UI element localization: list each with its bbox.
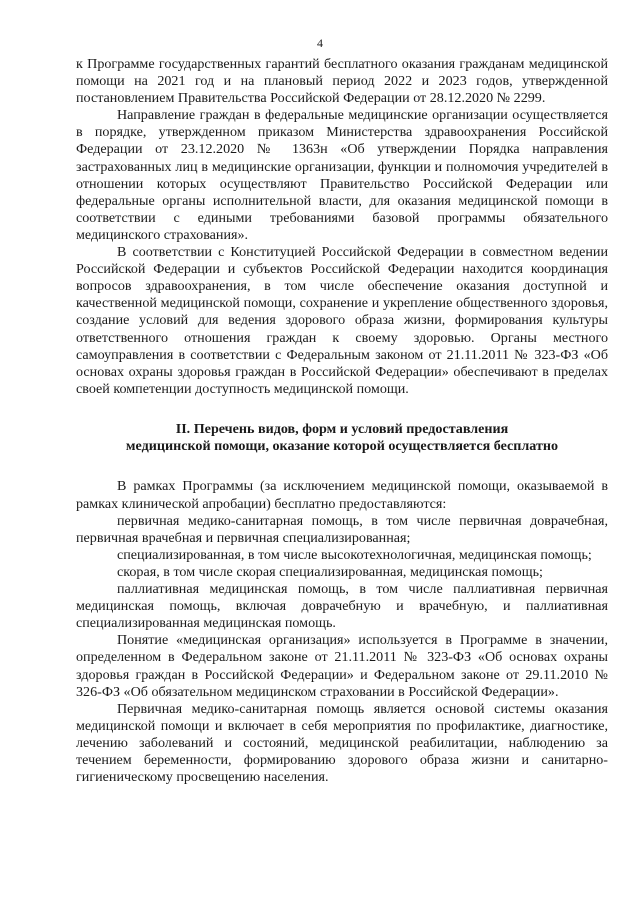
paragraph-continuation: к Программе государственных гарантий бесплатного оказания гражданам медицинской помощи на 2021 год и на плановый период 2022 и 2023 годов, утвержденной постановлением Правительства Российской Федерации от 28.12.2020 № 2299. [76,56,608,107]
list-item-emergency-care: скорая, в том числе скорая специализированная, медицинская помощь; [117,563,543,580]
list-item-palliative-care: паллиативная медицинская помощь, в том числе паллиативная первичная медицинская помощь, включая доврачебную и врачебную, и паллиативная специализированная медицинская помощь. [76,581,608,632]
document-body [76,56,608,786]
section-heading-line-1: II. Перечень видов, форм и условий предоставления [175,420,509,437]
paragraph-constitution: В соответствии с Конституцией Российской Федерации в совместном ведении Российской Федерации и субъектов Российской Федерации находится координация вопросов здравоохранения, в том числе обеспечение оказания доступной и качественной медицинской помощи, сохранение и укрепление общественного здоровья, создание условий для ведения здорового образа жизни, формирования культуры ответственного отношения граждан к своему здоровью. Органы местного самоуправления в соответствии с Федеральным законом от 21.11.2011 № 323-ФЗ «Об основах охраны здоровья граждан в Российской Федерации» обеспечивают в пределах своей компетенции доступность медицинской помощи. [76,244,608,397]
list-item-specialized-care: специализированная, в том числе высокотехнологичная, медицинская помощь; [117,546,592,563]
paragraph-medical-organization: Понятие «медицинская организация» используется в Программе в значении, определенном в Федеральном законе от 21.11.2011 № 323-ФЗ «Об основах охраны здоровья граждан в Российской Федерации» и Федеральном законе от 29.11.2010 № 326-ФЗ «Об обязательном медицинском страховании в Российской Федерации». [76,632,608,700]
paragraph-referral: Направление граждан в федеральные медицинские организации осуществляется в порядке, утвержденном приказом Министерства здравоохранения Российской Федерации от 23.12.2020 № 1363н «Об утверждении Порядка направления застрахованных лиц в медицинские организации, функции и полномочия учредителей в отношении которых осуществляют Правительство Российской Федерации или федеральные органы исполнительной власти, для оказания медицинской помощи в соответствии с едиными требованиями базовой программы обязательного медицинского страхования». [76,107,608,243]
section-heading [76,421,608,456]
section-heading-line-2: медицинской помощи, оказание которой осуществляется бесплатно [125,438,559,455]
paragraph-program-scope: В рамках Программы (за исключением медицинской помощи, оказываемой в рамках клинической апробации) бесплатно предоставляются: [76,478,608,512]
list-item-primary-care: первичная медико-санитарная помощь, в том числе первичная доврачебная, первичная врачебная и первичная специализированная; [76,512,608,546]
paragraph-primary-care-basis: Первичная медико-санитарная помощь является основой системы оказания медицинской помощи и включает в себя мероприятия по профилактике, диагностике, лечению заболеваний и состояний, медицинской реабилитации, наблюдению за течением беременности, формированию здорового образа жизни и санитарно-гигиеническому просвещению населения. [76,700,608,786]
page-number: 4 [317,36,323,50]
